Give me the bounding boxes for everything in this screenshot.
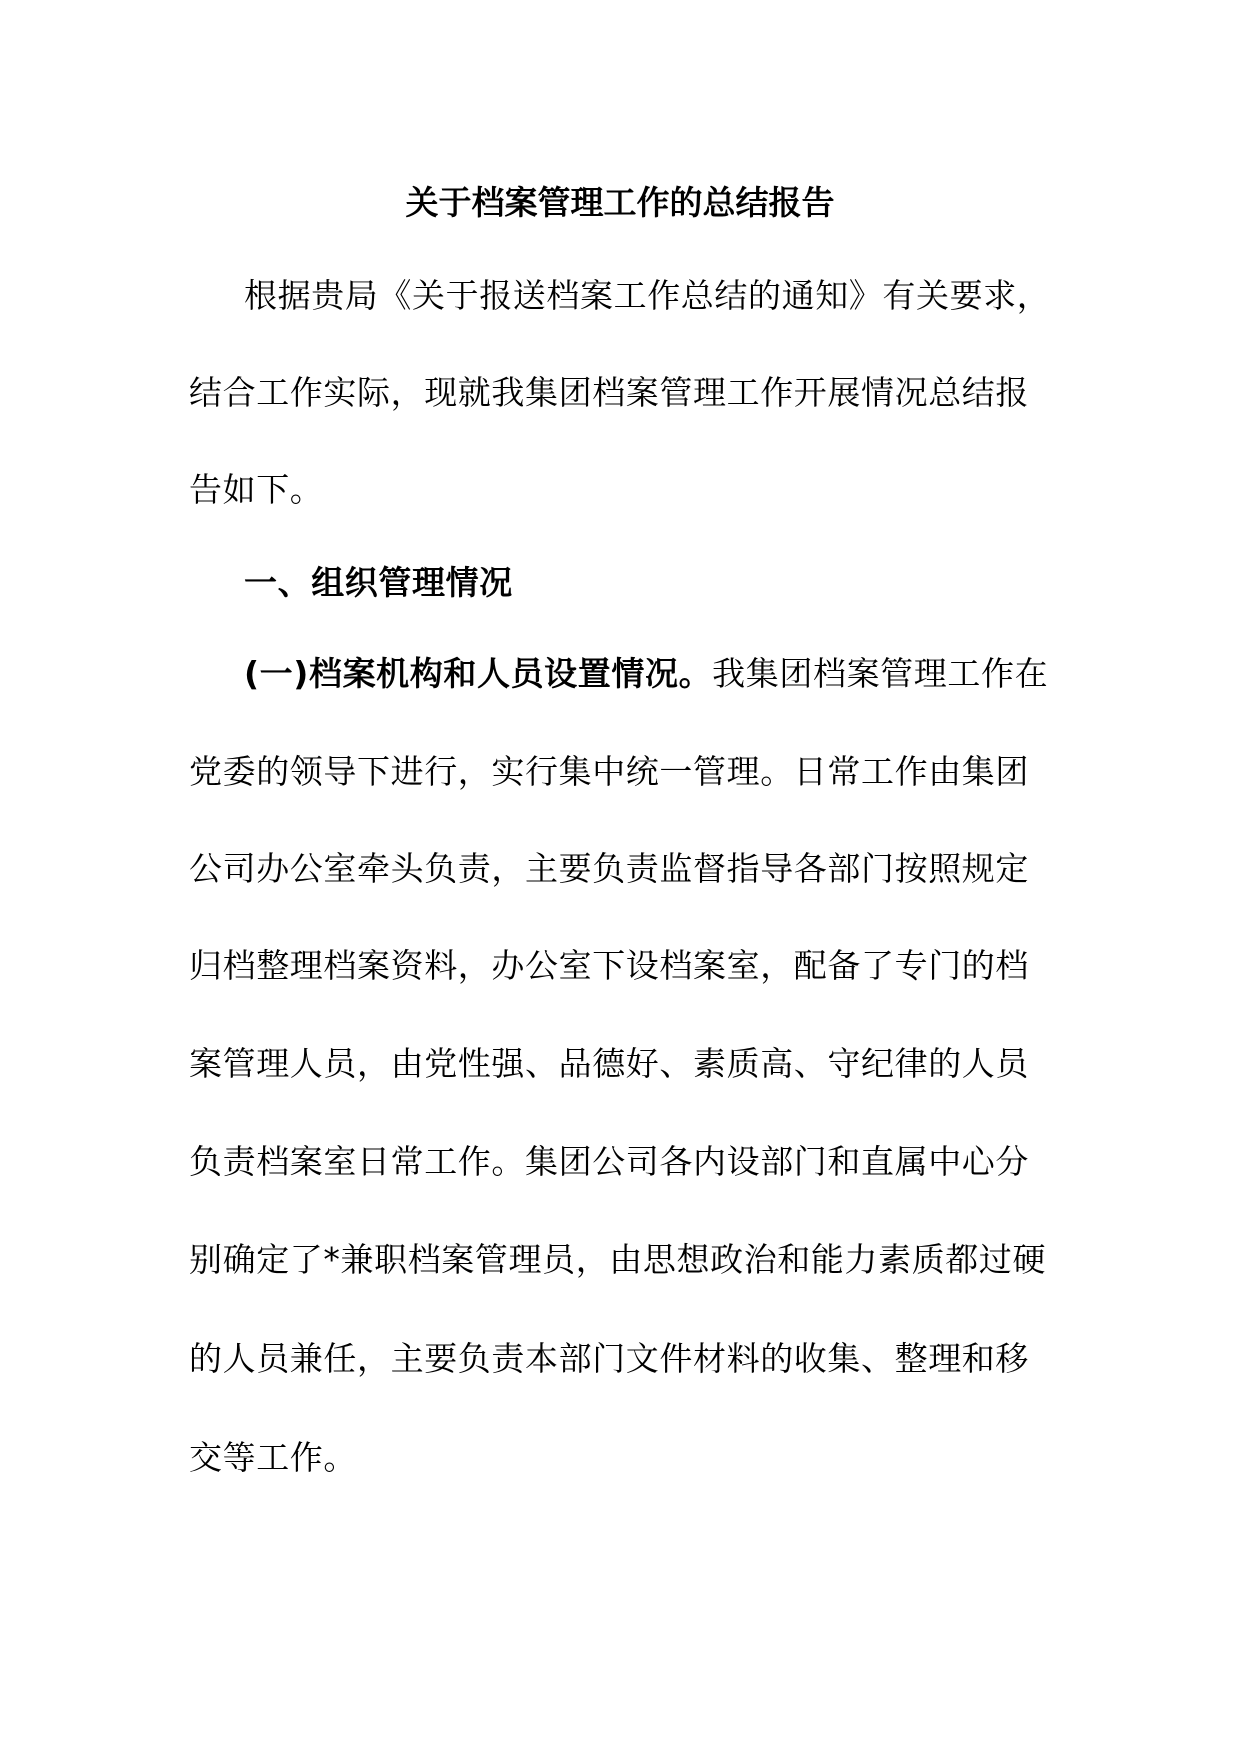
intro-line: 根据贵局《关于报送档案工作总结的通知》有关要求， [244, 276, 1051, 315]
paragraph-first-line [244, 654, 1048, 694]
paragraph-line: 公司办公室牵头负责，主要负责监督指导各部门按照规定 [189, 849, 1029, 888]
intro-line: 告如下。 [189, 470, 324, 509]
intro-line: 结合工作实际，现就我集团档案管理工作开展情况总结报 [189, 373, 1029, 412]
paragraph-line: 党委的领导下进行，实行集中统一管理。日常工作由集团 [189, 752, 1029, 791]
paragraph-line: 别确定了*兼职档案管理员，由思想政治和能力素质都过硬 [189, 1240, 1047, 1279]
document-title: 关于档案管理工作的总结报告 [405, 183, 835, 222]
sub-heading: (一)档案机构和人员设置情况。 [244, 654, 713, 693]
paragraph-line: 交等工作。 [189, 1438, 357, 1477]
paragraph-line: 的人员兼任，主要负责本部门文件材料的收集、整理和移 [189, 1339, 1029, 1378]
section-heading: 一、组织管理情况 [244, 563, 513, 602]
paragraph-line: 案管理人员，由党性强、品德好、素质高、守纪律的人员 [189, 1044, 1029, 1083]
paragraph-text: 我集团档案管理工作在 [712, 654, 1049, 693]
paragraph-line: 负责档案室日常工作。集团公司各内设部门和直属中心分 [189, 1142, 1029, 1181]
paragraph-line: 归档整理档案资料，办公室下设档案室，配备了专门的档 [189, 946, 1029, 985]
